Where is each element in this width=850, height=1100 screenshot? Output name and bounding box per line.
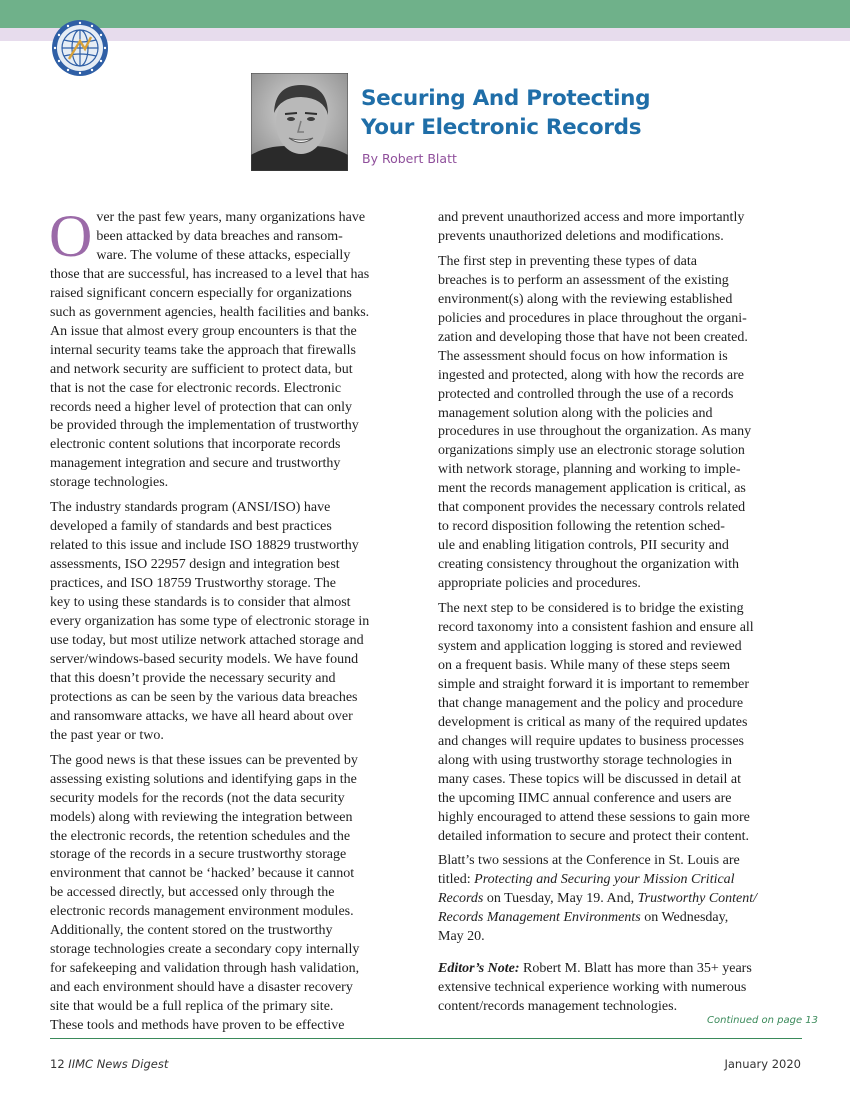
text-line: Additionally, the content stored on the trustworthy <box>50 923 333 939</box>
text-line: protected and controlled through the use of a records <box>438 386 734 402</box>
footer-date: January 2020 <box>724 1057 801 1071</box>
text-line: appropriate policies and procedures. <box>438 576 641 592</box>
session-title-2: Trustworthy Content/ <box>637 891 758 907</box>
text-line: The good news is that these issues can be prevented by <box>50 752 358 768</box>
text-run: on Tuesday, May 19. And, <box>483 891 638 907</box>
text-line: to record disposition following the retention sched- <box>438 519 725 535</box>
text-line: The assessment should focus on how information is <box>438 348 728 364</box>
text-run: Robert M. Blatt has more than 35+ years <box>519 961 752 977</box>
text-line: creating consistency throughout the organization with <box>438 557 740 573</box>
text-line: ule and enabling litigation controls, PII security and <box>438 538 729 554</box>
text-line: storage technologies create a secondary copy internally <box>50 942 360 958</box>
text-line: content/records management technologies. <box>438 999 678 1015</box>
text-line: environment that cannot be ‘hacked’ because it cannot <box>50 866 355 882</box>
text-line: management integration and secure and trustworthy <box>50 456 341 472</box>
text-line <box>438 960 808 979</box>
text-line: such as government agencies, health facilities and banks. <box>50 304 370 320</box>
text-line: models) along with reviewing the integration between <box>50 809 353 825</box>
header-green-bar <box>0 0 850 28</box>
text-line: security models for the records (not the data security <box>50 790 345 806</box>
text-line: Blatt’s two sessions at the Conference in St. Louis are <box>438 853 740 869</box>
text-line: The industry standards program (ANSI/ISO) have <box>50 500 331 516</box>
text-run: titled: <box>438 872 475 888</box>
text-line: for safekeeping and validation through hash validation, <box>50 961 360 977</box>
page-number: 12 <box>50 1057 65 1071</box>
text-line: and changes will require updates to business processes <box>438 733 744 749</box>
session-title-2-end: Records Management Environments <box>438 910 641 926</box>
text-line: ment the records management application is critical, as <box>438 481 746 497</box>
editors-note-label: Editor’s Note: <box>438 961 520 977</box>
paragraph-2 <box>50 499 415 745</box>
text-line: system and application logging is stored and reviewed <box>438 638 742 654</box>
text-line: organizations simply use an electronic storage solution <box>438 443 745 459</box>
text-line: management solution along with the policies and <box>438 405 713 421</box>
text-line: site that would be a full replica of the primary site. <box>50 999 334 1015</box>
text-line: that component provides the necessary controls related <box>438 500 746 516</box>
title-line-1: Securing And Protecting <box>361 86 651 111</box>
text-line: These tools and methods have proven to be effective <box>50 1018 345 1034</box>
text-line: ware. The volume of these attacks, especially <box>96 247 351 263</box>
left-column <box>49 203 415 1042</box>
text-line: May 20. <box>438 929 485 945</box>
author-photo <box>251 73 348 171</box>
text-line: procedures in use throughout the organization. As many <box>438 424 752 440</box>
text-line: the upcoming IIMC annual conference and users are <box>438 790 732 806</box>
text-line <box>438 890 808 909</box>
text-line: The first step in preventing these types of data <box>438 253 697 269</box>
text-line: that this doesn’t provide the necessary security and <box>50 670 336 686</box>
text-line: every organization has some type of electronic storage in <box>50 614 370 630</box>
paragraph-4 <box>438 209 808 247</box>
session-title-1: Protecting and Securing your Mission Critical <box>474 872 735 888</box>
text-line <box>438 871 808 890</box>
text-line: record taxonomy into a consistent fashion and ensure all <box>438 620 754 636</box>
text-line: ver the past few years, many organizations have <box>96 210 366 225</box>
continued-link[interactable]: Continued on page 13 <box>707 1015 819 1026</box>
publication-name: IIMC News Digest <box>68 1057 169 1071</box>
text-line: on a frequent basis. While many of these steps seem <box>438 657 731 673</box>
text-line: policies and procedures in place throughout the organi- <box>438 310 747 326</box>
drop-cap: O <box>49 203 93 269</box>
session-title-1-end: Records <box>438 891 484 907</box>
text-line: assessing existing solutions and identifying gaps in the <box>50 771 357 787</box>
text-line: An issue that almost every group encounters is that the <box>50 323 357 339</box>
text-line: that is not the case for electronic records. Electronic <box>50 380 342 396</box>
text-line: key to using these standards is to consider that almost <box>50 595 351 611</box>
text-line: prevents unauthorized deletions and modifications. <box>438 228 724 244</box>
footer-left <box>50 1057 168 1071</box>
editors-note <box>438 960 808 1017</box>
text-line: be provided through the implementation of trustworthy <box>50 418 359 434</box>
paragraph-3 <box>50 752 415 1036</box>
text-line: The next step to be considered is to bridge the existing <box>438 601 744 617</box>
article-title <box>361 84 761 142</box>
text-line: those that are successful, has increased to a level that has <box>50 266 370 282</box>
text-line <box>438 909 808 928</box>
iimc-globe-logo <box>51 19 109 77</box>
text-line: breaches is to perform an assessment of the existing <box>438 272 729 288</box>
text-line: storage of the records in a secure trustworthy storage <box>50 847 347 863</box>
text-line: highly encouraged to attend these sessions to gain more <box>438 809 750 825</box>
text-line: and ransomware attacks, we have all heard about over <box>50 708 353 724</box>
text-line: that change management and the policy and procedure <box>438 695 744 711</box>
text-line: server/windows-based security models. We have found <box>50 651 359 667</box>
text-line: electronic records management environment modules. <box>50 904 354 920</box>
text-line: assessments, ISO 22957 design and integration best <box>50 557 340 573</box>
text-line: zation and developing those that have not been created. <box>438 329 748 345</box>
text-line: development is critical as many of the required updates <box>438 714 748 730</box>
right-column <box>438 209 808 1023</box>
paragraph-1 <box>49 203 415 493</box>
paragraph-5 <box>438 253 808 594</box>
text-line: along with using trustworthy storage technologies in <box>438 752 732 768</box>
text-line: protections as can be seen by the various data breaches <box>50 689 358 705</box>
text-line: the electronic records, the retention schedules and the <box>50 828 351 844</box>
header-lavender-bar <box>0 28 850 41</box>
text-line: records need a higher level of protection that can only <box>50 399 353 415</box>
text-line: storage technologies. <box>50 475 169 491</box>
text-line: with network storage, planning and working to imple- <box>438 462 741 478</box>
text-line: internal security teams take the approach that firewalls <box>50 342 356 358</box>
text-line: and prevent unauthorized access and more importantly <box>438 210 745 225</box>
text-line: extensive technical experience working with numerous <box>438 980 747 996</box>
text-run: on Wednesday, <box>640 910 729 926</box>
text-line: and each environment should have a disaster recovery <box>50 980 353 996</box>
text-line: use today, but most utilize network attached storage and <box>50 632 364 648</box>
text-line: practices, and ISO 18759 Trustworthy storage. The <box>50 576 336 592</box>
text-line: and network security are sufficient to protect data, but <box>50 361 353 377</box>
sessions-paragraph <box>438 852 808 947</box>
text-line: be accessed directly, but accessed only through the <box>50 885 335 901</box>
text-line: simple and straight forward it is important to remember <box>438 676 750 692</box>
text-line: environment(s) along with the reviewing established <box>438 291 733 307</box>
text-line: the past year or two. <box>50 727 164 743</box>
text-line: detailed information to secure and protect their content. <box>438 828 749 844</box>
title-line-2: Your Electronic Records <box>361 115 642 140</box>
text-line: electronic content solutions that incorporate records <box>50 437 341 453</box>
footer-rule <box>50 1038 802 1039</box>
text-line: developed a family of standards and best practices <box>50 519 332 535</box>
text-line: many cases. These topics will be discussed in detail at <box>438 771 742 787</box>
text-line: ingested and protected, along with how the records are <box>438 367 744 383</box>
text-line: raised significant concern especially for organizations <box>50 285 352 301</box>
text-line: related to this issue and include ISO 18829 trustworthy <box>50 538 359 554</box>
paragraph-6 <box>438 600 808 846</box>
byline: By Robert Blatt <box>362 151 457 166</box>
text-line: been attacked by data breaches and ransom- <box>96 228 343 244</box>
